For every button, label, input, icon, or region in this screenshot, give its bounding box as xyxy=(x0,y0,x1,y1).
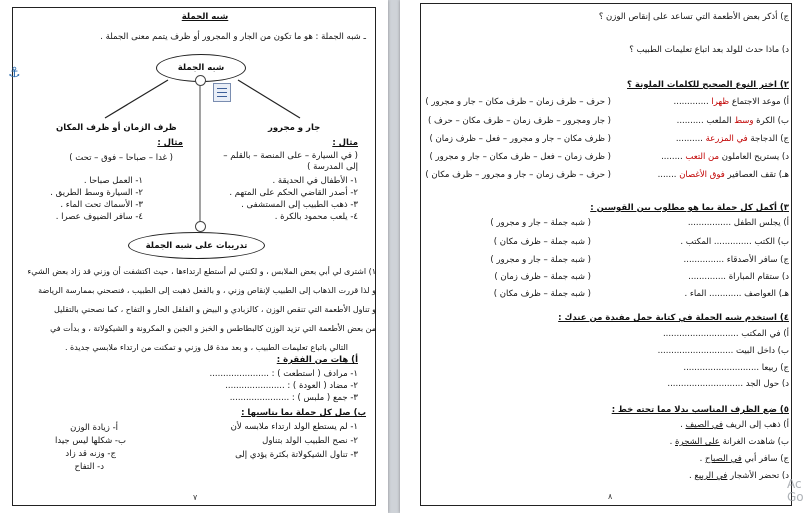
passage-line-4: من بعض الأطعمة التي تزيد الوزن كالبطاطس و الخبز و الجبن و المكرونة و الشيكولاتة ، و بدأت في xyxy=(50,324,376,333)
q2-item-b-options: ( جار ومجرور – ظرف زمان – ظرف مكان – حرف ) xyxy=(428,116,611,126)
right-sentence-2: ٢- أصدر القاضي الحكم على المتهم . xyxy=(229,188,358,198)
left-sentence-4: ٤- سافر الضيوف عصرا . xyxy=(55,212,143,222)
q2-item-a xyxy=(674,97,789,108)
q3-item-b: ب) الكتب .............. المكتب . xyxy=(680,237,789,247)
left-page xyxy=(0,0,388,513)
q3-item-e: هـ) العواصف ............ الماء . xyxy=(684,289,789,299)
q4-title: ٤) استخدم شبه الجملة في كتابة جمل مفيدة من عندك : xyxy=(558,313,789,323)
left-sentence-3: ٣- الأسماك تحت الماء . xyxy=(60,200,143,210)
q3-item-c: ج) سافر الأصدقاء ............... xyxy=(683,255,789,265)
q3-item-d: د) ستقام المباراة .............. xyxy=(688,272,789,282)
q3-item-a-hint: ( شبه جملة – جار و مجرور ) xyxy=(490,218,591,228)
q5-item-c-underlined: في الصباح xyxy=(704,454,742,464)
right-branch-label: جار و مجرور xyxy=(268,123,321,133)
q2-item-d xyxy=(661,152,789,163)
left-example-items: ( غدا – صباحا – فوق – تحت ) xyxy=(69,153,173,163)
q2-item-a-colored: ظهرا xyxy=(711,97,730,107)
activation-watermark: Ac Go xyxy=(787,478,804,504)
match-right-2: ٢- نصح الطبيب الولد بتناول xyxy=(262,436,358,446)
shape-handle-bottom[interactable] xyxy=(195,221,206,232)
q2-item-c-colored: في المزرعة xyxy=(705,134,748,144)
q2-item-c xyxy=(676,134,789,145)
passage-line-5: التالي باتباع تعليمات الطبيب ، و بعد مدة قل وزني و تمكنت من ارتداء ملابسي جديدة . xyxy=(64,343,348,352)
match-right-3: ٣- تناول الشيكولاتة بكثرة يؤدي إلى xyxy=(235,450,358,460)
q2-item-e-post: ....... xyxy=(657,170,680,180)
q2-item-d-post: ........ xyxy=(661,152,686,162)
passage-line-3: و تناول الأطعمة التي تنقص الوزن ، كالزبادي و البيض و الفلفل الحار و التفاح ، كما نصحني بالتقليل xyxy=(54,305,376,314)
q2-item-c-pre: ج) الدجاجة xyxy=(747,134,789,144)
q5-item-b-post: . xyxy=(669,437,676,447)
question-b-label: ب) صل كل جملة بما يناسبها : xyxy=(241,408,366,418)
q2-item-d-colored: من التعب xyxy=(685,152,720,162)
q2-item-b-post: الملعب .......... xyxy=(676,116,735,126)
match-left-c: ج- وزنه قد زاد xyxy=(65,449,116,459)
layout-options-icon[interactable] xyxy=(213,83,231,102)
q5-item-c-post: . xyxy=(699,454,705,464)
match-right-1: ١- لم يستطع الولد ارتداء ملابسه لأن xyxy=(230,422,358,432)
right-sentence-4: ٤- يلعب محمود بالكرة . xyxy=(274,212,358,222)
q2-item-e-pre: هـ) تقف العصافير xyxy=(724,170,789,180)
left-sentence-2: ٢- السيارة وسط الطريق . xyxy=(50,188,143,198)
q5-item-a-underlined: في الصيف xyxy=(685,420,724,430)
q3-item-a: أ) يجلس الطفل ................ xyxy=(687,218,789,228)
q5-item-d xyxy=(689,471,789,482)
page-number-left: ٧ xyxy=(193,493,198,502)
right-sentence-1: ١- الأطفال في الحديقة . xyxy=(272,176,358,186)
q2-item-b-pre: ب) الكرة xyxy=(753,116,789,126)
definition: ـ شبه الجملة : هو ما تكون من الجار و المجرور أو ظرف يتمم معنى الجملة . xyxy=(100,32,366,42)
question-d: د) ماذا حدث للولد بعد اتباع تعليمات الطبيب ؟ xyxy=(629,45,789,55)
right-sentence-3: ٣- ذهب الطبيب إلى المستشفى . xyxy=(241,200,358,210)
page-title: شبه الجملة xyxy=(181,12,229,22)
q4-item-a: أ) في المكتب ............................ xyxy=(662,329,789,339)
passage-line-1: ١) اشترى لي أبي بعض الملابس ، و لكنني لم أستطع ارتداءها ، حيث اكتشفت أن وزني قد زاد بعض الشيء xyxy=(27,267,376,276)
match-left-a: أ- زيادة الوزن xyxy=(70,423,118,433)
q5-item-a-post: . xyxy=(680,420,686,430)
match-left-b: ب- شكلها ليس جيدا xyxy=(55,436,126,446)
q5-item-d-underlined: في الربيع xyxy=(694,471,728,481)
question-a-item-3: ٣- جمع ( ملبس ) : ...................... xyxy=(229,393,358,403)
q3-item-b-hint: ( شبه جملة – ظرف مكان ) xyxy=(493,237,591,247)
shape-handle-top[interactable] xyxy=(195,75,206,86)
q5-title: ٥) ضع الظرف المناسب بدلا مما تحته خط : xyxy=(611,405,789,415)
exercises-oval xyxy=(128,232,265,259)
q3-item-d-hint: ( شبه جملة – ظرف زمان ) xyxy=(494,272,591,282)
q5-item-b-pre: ب) شاهدت الغرانة xyxy=(719,437,789,447)
q2-item-e xyxy=(658,170,789,181)
q2-item-a-post: ............. xyxy=(673,97,712,107)
anchor-icon[interactable]: ⚓ xyxy=(8,65,21,81)
q2-item-b xyxy=(677,116,789,127)
page-number-right: ٨ xyxy=(608,492,613,501)
q2-item-c-options: ( ظرف مكان – جار و مجرور – فعل – ظرف زمان ) xyxy=(429,134,611,144)
right-example-label: مثال : xyxy=(332,138,358,148)
q3-title: ٣) أكمل كل جملة بما هو مطلوب بين القوسين : xyxy=(590,203,789,213)
q2-item-e-options: ( حرف – ظرف زمان – جار و مجرور – ظرف مكان ) xyxy=(425,170,611,180)
q2-item-c-post: .......... xyxy=(675,134,706,144)
q5-item-b-underlined: على الشجرة xyxy=(675,437,720,447)
q4-item-b: ب) داخل البيت ............................ xyxy=(657,346,789,356)
q4-item-d: د) حول الجد ............................ xyxy=(667,379,789,389)
left-sentence-1: ١- العمل صباحا . xyxy=(83,176,143,186)
q4-item-c: ج) ربيعا ............................ xyxy=(683,363,789,373)
question-a-item-2: ٢- مضاد ( العودة ) : ...................... xyxy=(225,381,358,391)
question-a-item-1: ١- مرادف ( استطعت ) : ...................... xyxy=(209,369,358,379)
match-left-d: د- التفاح xyxy=(74,462,104,472)
right-page xyxy=(400,0,811,513)
q5-item-d-post: . xyxy=(689,471,695,481)
q5-item-c xyxy=(700,454,789,465)
q5-item-c-pre: ج) سافر أبي xyxy=(741,454,789,464)
q3-item-e-hint: ( شبه جملة – ظرف مكان ) xyxy=(493,289,591,299)
q5-item-a-pre: أ) ذهب إلى الريف xyxy=(723,420,789,430)
right-example-items: ( في السيارة – على المنصة – بالقلم – إلى المدرسة ) xyxy=(223,151,358,172)
q2-item-e-colored: فوق الأغصان xyxy=(679,170,725,180)
left-example-label: مثال : xyxy=(157,138,183,148)
q2-item-d-options: ( ظرف زمان – فعل – ظرف مكان – جار و مجرور ) xyxy=(429,152,611,162)
question-c: ج) أذكر بعض الأطعمة التي تساعد على إنقاص الوزن ؟ xyxy=(598,12,789,22)
q3-item-c-hint: ( شبه جملة – جار و مجرور ) xyxy=(490,255,591,265)
q2-item-b-colored: وسط xyxy=(734,116,754,126)
question-a-label: أ) هات من الفقرة : xyxy=(276,355,358,365)
q5-item-d-pre: د) تحضر الأشجار xyxy=(727,471,789,481)
exercises-title: تدريبات على شبه الجملة xyxy=(145,240,248,251)
passage-line-2: و لذا قررت الذهاب إلى الطبيب لإنقاص وزني ، و بالفعل ذهبت إلى الطبيب ، فنصحني بممارسة الرياضة xyxy=(38,286,376,295)
left-branch-label: ظرف الزمان أو ظرف المكان xyxy=(56,123,177,133)
q2-item-a-options: ( حرف – ظرف زمان – ظرف مكان – جار و مجرور ) xyxy=(425,97,611,107)
q2-item-a-pre: أ) موعد الاجتماع xyxy=(729,97,789,107)
q5-item-b xyxy=(670,437,789,448)
q5-item-a xyxy=(680,420,789,431)
q2-item-d-pre: د) يستريح العاملون xyxy=(719,152,789,162)
center-oval-label: شبه الجملة xyxy=(177,63,225,73)
q2-title: ٢) اختر النوع الصحيح للكلمات الملونة ؟ xyxy=(627,80,789,90)
